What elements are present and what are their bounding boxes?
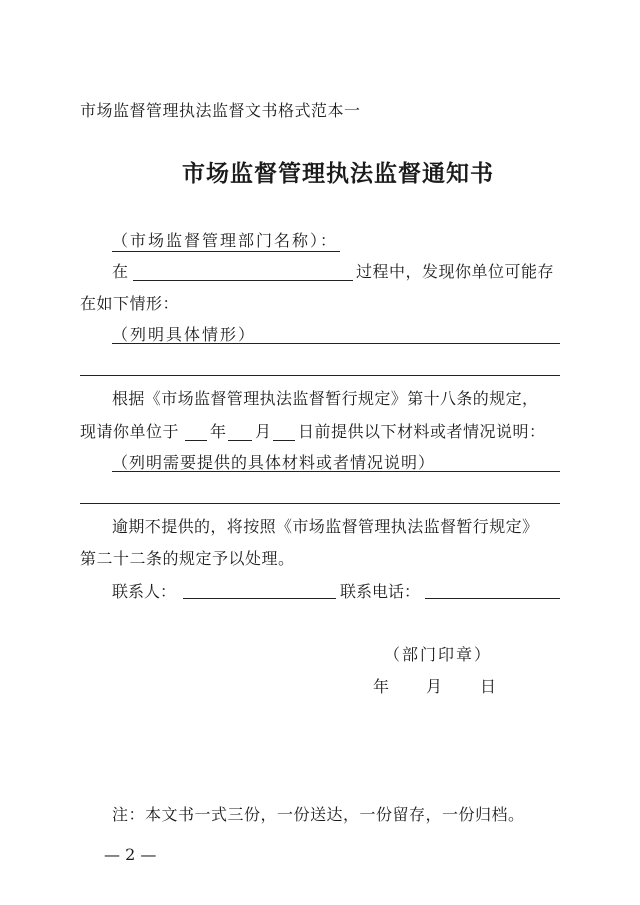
situations-hint: （列明具体情形） xyxy=(112,325,257,344)
document-title: 市场监督管理执法监督通知书 xyxy=(182,161,494,187)
sign-date-day: 日 xyxy=(480,677,497,696)
para2-line2-suffix: 日前提供以下材料或者情况说明： xyxy=(298,422,546,441)
addressee-placeholder: （市场监督管理部门名称）： xyxy=(112,231,339,250)
para3-line1: 逾期不提供的，将按照《市场监督管理执法监督暂行规定》 xyxy=(112,517,539,536)
para2-line1: 根据《市场监督管理执法监督暂行规定》第十八条的规定， xyxy=(112,389,539,408)
para3-line2: 第二十二条的规定予以处理。 xyxy=(80,549,295,568)
materials-line-2 xyxy=(80,503,560,504)
deadline-month-blank xyxy=(228,440,252,441)
page-number: — 2 — xyxy=(104,845,157,864)
contact-phone-blank xyxy=(425,598,560,599)
materials-hint: （列明需要提供的具体材料或者情况说明） xyxy=(112,453,436,472)
para1-prefix: 在 xyxy=(112,262,129,281)
situations-line-1 xyxy=(112,343,560,344)
template-label: 市场监督管理执法监督文书格式范本一 xyxy=(80,101,361,120)
process-blank xyxy=(133,280,353,281)
department-seal: （部门印章） xyxy=(384,645,493,664)
deadline-year-blank xyxy=(185,440,207,441)
contact-person-label: 联系人： xyxy=(112,582,177,601)
deadline-year-label: 年 xyxy=(210,422,227,441)
addressee-underline xyxy=(112,251,340,252)
copies-note: 注：本文书一式三份，一份送达，一份留存，一份归档。 xyxy=(112,805,525,824)
contact-phone-label: 联系电话： xyxy=(340,582,421,601)
para1-suffix: 过程中，发现你单位可能存 xyxy=(356,262,555,281)
deadline-day-blank xyxy=(273,440,295,441)
situations-line-2 xyxy=(80,375,560,376)
para1-line2: 在如下情形： xyxy=(80,294,180,313)
sign-date-year: 年 xyxy=(373,677,390,696)
sign-date-month: 月 xyxy=(426,677,443,696)
deadline-month-label: 月 xyxy=(255,422,272,441)
contact-person-blank xyxy=(183,598,336,599)
materials-line-1 xyxy=(112,471,560,472)
para2-line2-prefix: 现请你单位于 xyxy=(80,422,180,441)
